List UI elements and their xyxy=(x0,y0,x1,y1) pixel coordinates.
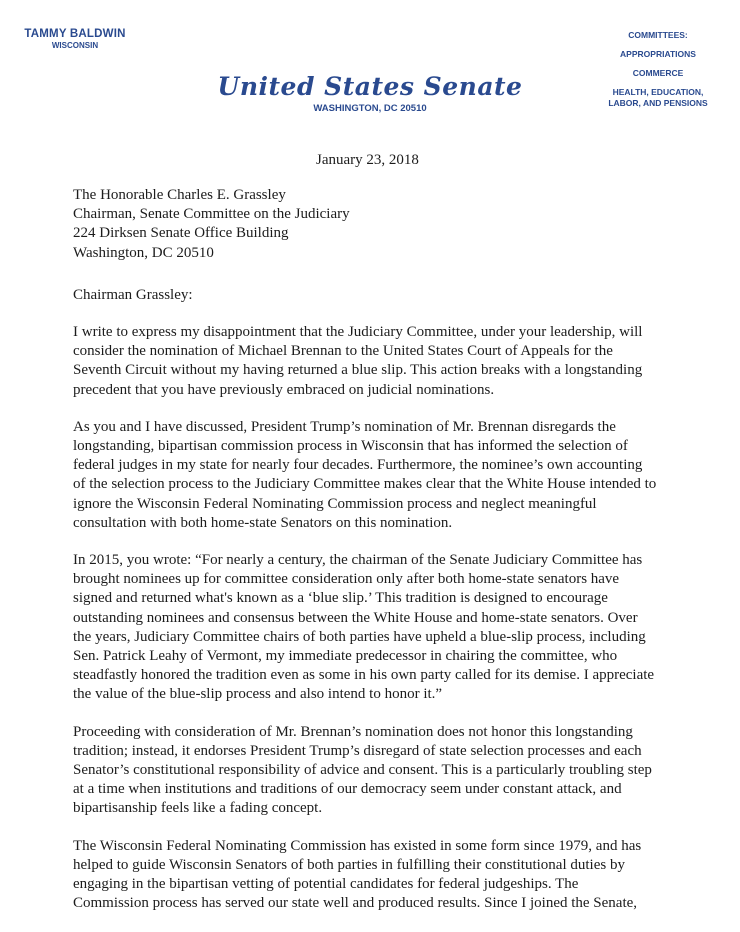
committee-item: APPROPRIATIONS xyxy=(620,49,696,59)
committee-item xyxy=(598,87,718,109)
text-line: ignore the Wisconsin Federal Nominating Commission process and neglect meaningful xyxy=(73,495,597,512)
text-line: As you and I have discussed, President Trump’s nomination of Mr. Brennan disregards the xyxy=(73,418,616,435)
recipient-address xyxy=(73,186,693,263)
letter-date: January 23, 2018 xyxy=(316,152,419,168)
institution-name: United States Senate xyxy=(217,72,523,101)
text-line: bipartisanship feels like a fading concept. xyxy=(73,800,323,817)
letterhead-title xyxy=(190,72,550,114)
paragraph xyxy=(73,723,693,819)
text-line: at a time when institutions and traditions of our democracy seem under constant attack, and xyxy=(73,781,622,798)
committee-line: LABOR, AND PENSIONS xyxy=(608,98,708,108)
text-line: Senator’s constitutional responsibility of advice and consent. This is a particularly troubling step xyxy=(73,762,652,779)
text-line: helped to guide Wisconsin Senators of both parties in fulfilling their constitutional duties by xyxy=(73,856,625,873)
text-line: steadfastly honored the tradition even as some in his own party called for its demise. I appreciate xyxy=(73,667,655,684)
text-line: I write to express my disappointment that the Judiciary Committee, under your leadership, will xyxy=(73,324,643,341)
committee-line: HEALTH, EDUCATION, xyxy=(612,87,704,97)
text-line: the years, Judiciary Committee chairs of both parties have upheld a blue-slip process, including xyxy=(73,628,646,645)
committee-item: COMMERCE xyxy=(632,68,684,78)
recipient-line: Chairman, Senate Committee on the Judiciary xyxy=(73,206,350,223)
text-line: tradition; instead, it endorses President Trump’s disregard of state selection processes and each xyxy=(73,742,642,759)
recipient-line: The Honorable Charles E. Grassley xyxy=(73,187,286,203)
senator-state: WISCONSIN xyxy=(51,41,99,50)
text-line: outstanding nominees and consensus between the White House and home-state senators. Over xyxy=(73,609,638,626)
text-line: Seventh Circuit without my having returned a blue slip. This action breaks with a longstanding xyxy=(73,362,643,379)
committees-label: COMMITTEES: xyxy=(628,30,688,40)
salutation: Chairman Grassley: xyxy=(73,286,193,303)
committees-list xyxy=(598,30,718,109)
text-line: engaging in the bipartisan vetting of potential candidates for federal judgeships. The xyxy=(73,876,579,893)
text-line: consultation with both home-state Senators on this nomination. xyxy=(73,514,453,531)
paragraph xyxy=(73,551,693,705)
senator-name: TAMMY BALDWIN xyxy=(24,28,126,40)
letter-body xyxy=(73,186,693,914)
text-line: Commission process has served our state well and produced results. Since I joined the Senate, xyxy=(73,895,638,912)
senator-header xyxy=(20,28,130,50)
text-line: signed and returned what's known as a ‘blue slip.’ This tradition is designed to encourage xyxy=(73,590,608,607)
paragraph xyxy=(73,837,693,914)
text-line: The Wisconsin Federal Nominating Commission has existed in some form since 1979, and has xyxy=(73,837,642,854)
text-line: Sen. Patrick Leahy of Vermont, my immediate predecessor in chairing the committee, who xyxy=(73,648,618,665)
text-line: Proceeding with consideration of Mr. Brennan’s nomination does not honor this longstanding xyxy=(73,723,633,740)
text-line: precedent that you have previously embraced on judicial nominations. xyxy=(73,381,495,398)
text-line: of the selection process to the Judiciary Committee makes clear that the White House intended to xyxy=(73,476,657,493)
text-line: brought nominees up for committee consideration only after both home-state senators have xyxy=(73,571,620,588)
letterhead-address: WASHINGTON, DC 20510 xyxy=(313,103,427,114)
recipient-line: 224 Dirksen Senate Office Building xyxy=(73,225,289,242)
text-line: longstanding, bipartisan commission process in Wisconsin that has informed the selection of xyxy=(73,438,628,455)
paragraph xyxy=(73,323,693,400)
text-line: the value of the blue-slip process and also intend to honor it.” xyxy=(73,686,443,703)
text-line: federal judges in my state for nearly four decades. Furthermore, the nominee’s own accounting xyxy=(73,457,643,474)
paragraph xyxy=(73,418,693,533)
text-line: consider the nomination of Michael Brennan to the United States Court of Appeals for the xyxy=(73,343,613,360)
text-line: In 2015, you wrote: “For nearly a century, the chairman of the Senate Judiciary Committee has xyxy=(73,552,643,569)
recipient-line: Washington, DC 20510 xyxy=(73,244,214,261)
